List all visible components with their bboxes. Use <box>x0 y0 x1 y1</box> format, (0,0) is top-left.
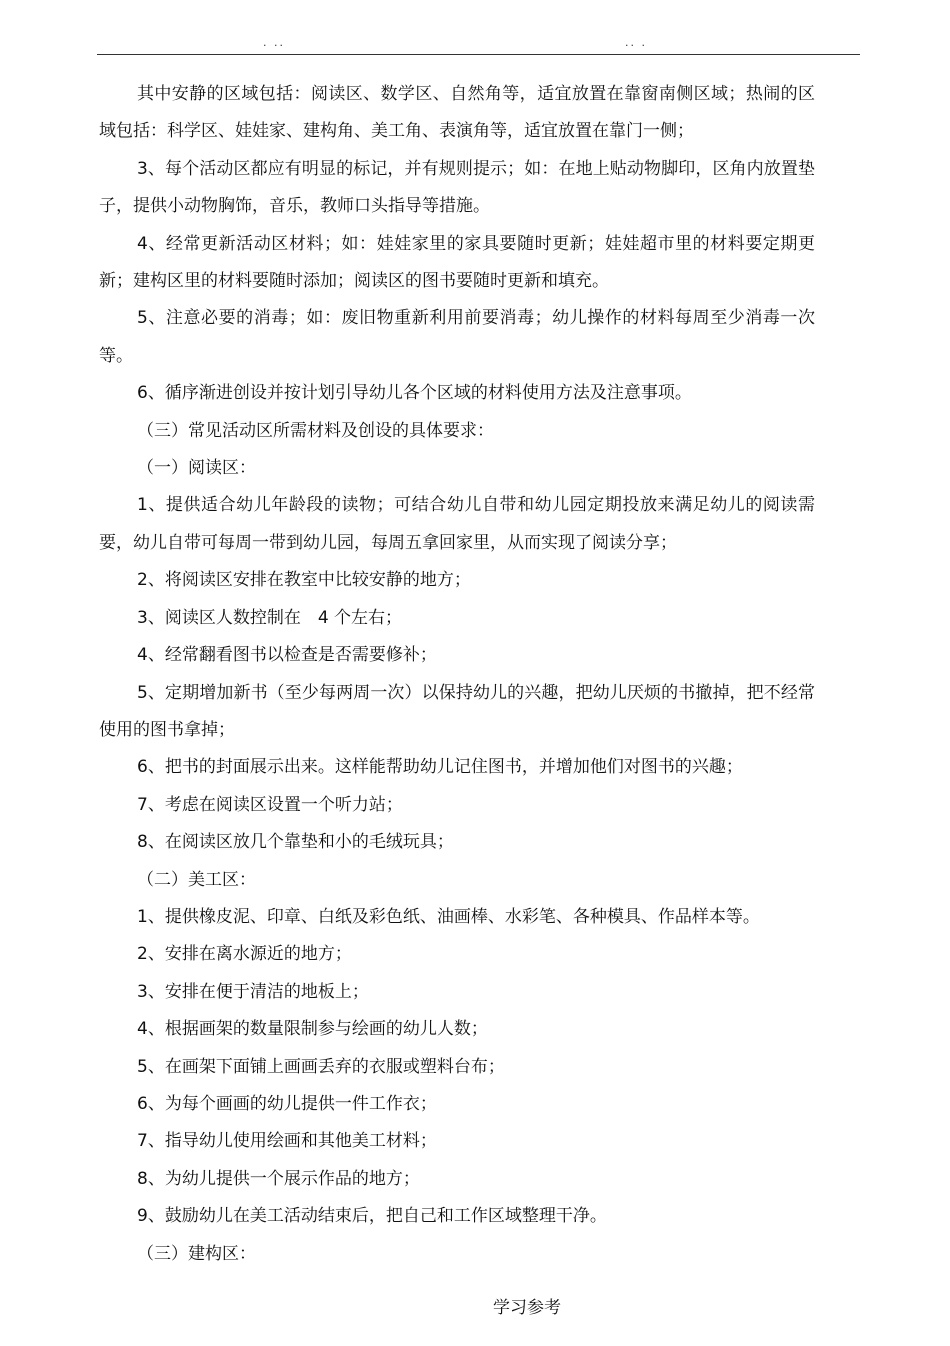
section-heading: （三）建构区： <box>137 1243 256 1264</box>
body-paragraph: 5、在画架下面铺上画画丢弃的衣服或塑料台布； <box>137 1056 505 1077</box>
body-paragraph: 3、每个活动区都应有明显的标记，并有规则提示；如：在地上贴动物脚印，区角内放置垫子，提供小动物胸饰，音乐，教师口头指导等措施。 <box>99 158 815 217</box>
document-body <box>99 76 815 1273</box>
body-paragraph: 6、循序渐进创设并按计划引导幼儿各个区域的材料使用方法及注意事项。 <box>137 383 692 404</box>
header-left-dots: . .. <box>263 36 285 49</box>
body-paragraph: 8、为幼儿提供一个展示作品的地方； <box>137 1168 420 1189</box>
body-paragraph: 4、经常更新活动区材料；如：娃娃家里的家具要随时更新；娃娃超市里的材料要定期更新；建构区里的材料要随时添加；阅读区的图书要随时更新和填充。 <box>99 233 815 292</box>
body-paragraph: 7、考虑在阅读区设置一个听力站； <box>137 794 403 815</box>
section-heading: （一）阅读区： <box>137 458 256 479</box>
body-paragraph: 7、指导幼儿使用绘画和其他美工材料； <box>137 1131 437 1152</box>
body-paragraph: 2、将阅读区安排在教室中比较安静的地方； <box>137 570 471 591</box>
body-paragraph: 6、为每个画画的幼儿提供一件工作衣； <box>137 1093 437 1114</box>
body-paragraph: 4、经常翻看图书以检查是否需要修补； <box>137 645 437 666</box>
section-heading: （二）美工区： <box>137 869 256 890</box>
body-paragraph: 1、提供橡皮泥、印章、白纸及彩色纸、油画棒、水彩笔、各种模具、作品样本等。 <box>137 906 760 927</box>
body-paragraph: 5、注意必要的消毒；如：废旧物重新利用前要消毒；幼儿操作的材料每周至少消毒一次等。 <box>99 308 815 366</box>
page-header <box>97 34 860 55</box>
section-heading: （三）常见活动区所需材料及创设的具体要求： <box>137 420 494 441</box>
page-footer: 学习参考 <box>493 1298 561 1318</box>
body-paragraph: 3、阅读区人数控制在 4 个左右； <box>137 607 403 628</box>
body-paragraph: 其中安静的区域包括：阅读区、数学区、自然角等，适宜放置在靠窗南侧区域；热闹的区域包括：科学区、娃娃家、建构角、美工角、表演角等，适宜放置在靠门一侧； <box>99 84 815 142</box>
body-paragraph: 1、提供适合幼儿年龄段的读物；可结合幼儿自带和幼儿园定期投放来满足幼儿的阅读需要，幼儿自带可每周一带到幼儿园，每周五拿回家里，从而实现了阅读分享； <box>99 495 815 553</box>
body-paragraph: 6、把书的封面展示出来。这样能帮助幼儿记住图书，并增加他们对图书的兴趣； <box>137 757 743 778</box>
body-paragraph: 3、安排在便于清洁的地板上； <box>137 981 369 1002</box>
body-paragraph: 9、鼓励幼儿在美工活动结束后，把自己和工作区域整理干净。 <box>137 1206 607 1227</box>
header-right-dots: .. . <box>625 36 647 49</box>
body-paragraph: 4、根据画架的数量限制参与绘画的幼儿人数； <box>137 1019 488 1040</box>
body-paragraph: 2、安排在离水源近的地方； <box>137 944 352 965</box>
body-paragraph: 5、定期增加新书（至少每两周一次）以保持幼儿的兴趣，把幼儿厌烦的书撤掉，把不经常使用的图书拿掉； <box>99 682 815 740</box>
body-paragraph: 8、在阅读区放几个靠垫和小的毛绒玩具； <box>137 832 454 853</box>
